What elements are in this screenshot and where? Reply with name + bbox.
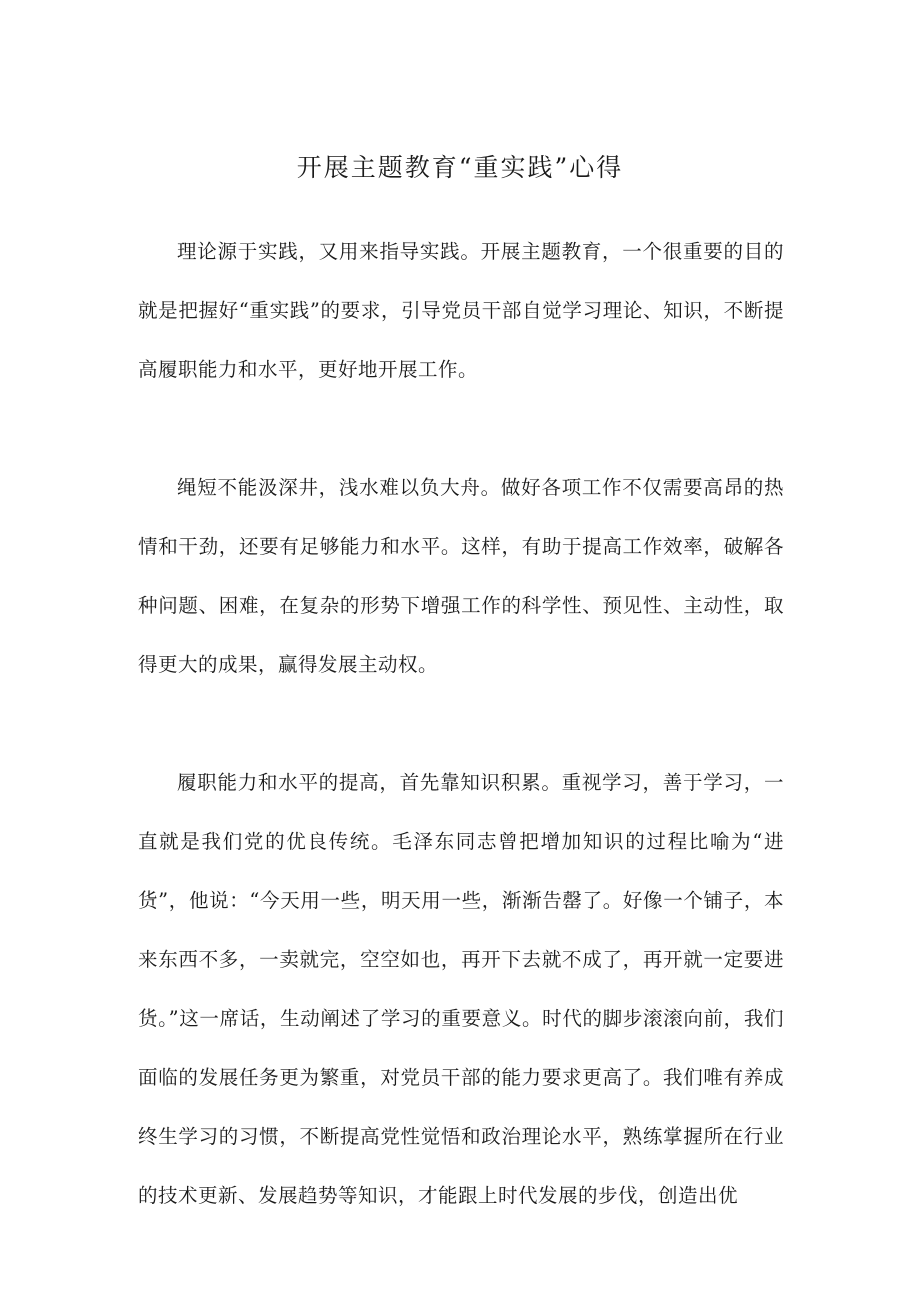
paragraph-3: 履职能力和水平的提高，首先靠知识积累。重视学习，善于学习，一直就是我们党的优良传统。毛泽东同志曾把增加知识的过程比喻为“进货”，他说：“今天用一些，明天用一些，渐渐告罄了。好像一个铺子，本来东西不多，一卖就完，空空如也，再开下去就不成了，再开就一定要进货。”这一席话，生动阐述了学习的重要意义。时代的脚步滚滚向前，我们面临的发展任务更为繁重，对党员干部的能力要求更高了。我们唯有养成终生学习的习惯，不断提高党性觉悟和政治理论水平，熟练掌握所在行业的技术更新、发展趋势等知识，才能跟上时代发展的步伐，创造出优	[138, 771, 784, 1207]
paragraph-2: 绳短不能汲深井，浅水难以负大舟。做好各项工作不仅需要高昂的热情和干劲，还要有足够能力和水平。这样，有助于提高工作效率，破解各种问题、困难，在复杂的形势下增强工作的科学性、预见性、主动性，取得更大的成果，赢得发展主动权。	[138, 476, 784, 676]
document-title: 开展主题教育“重实践”心得	[296, 153, 624, 182]
paragraph-1: 理论源于实践，又用来指导实践。开展主题教育，一个很重要的目的就是把握好“重实践”的要求，引导党员干部自觉学习理论、知识，不断提高履职能力和水平，更好地开展工作。	[138, 240, 784, 381]
document-body	[138, 222, 784, 1225]
